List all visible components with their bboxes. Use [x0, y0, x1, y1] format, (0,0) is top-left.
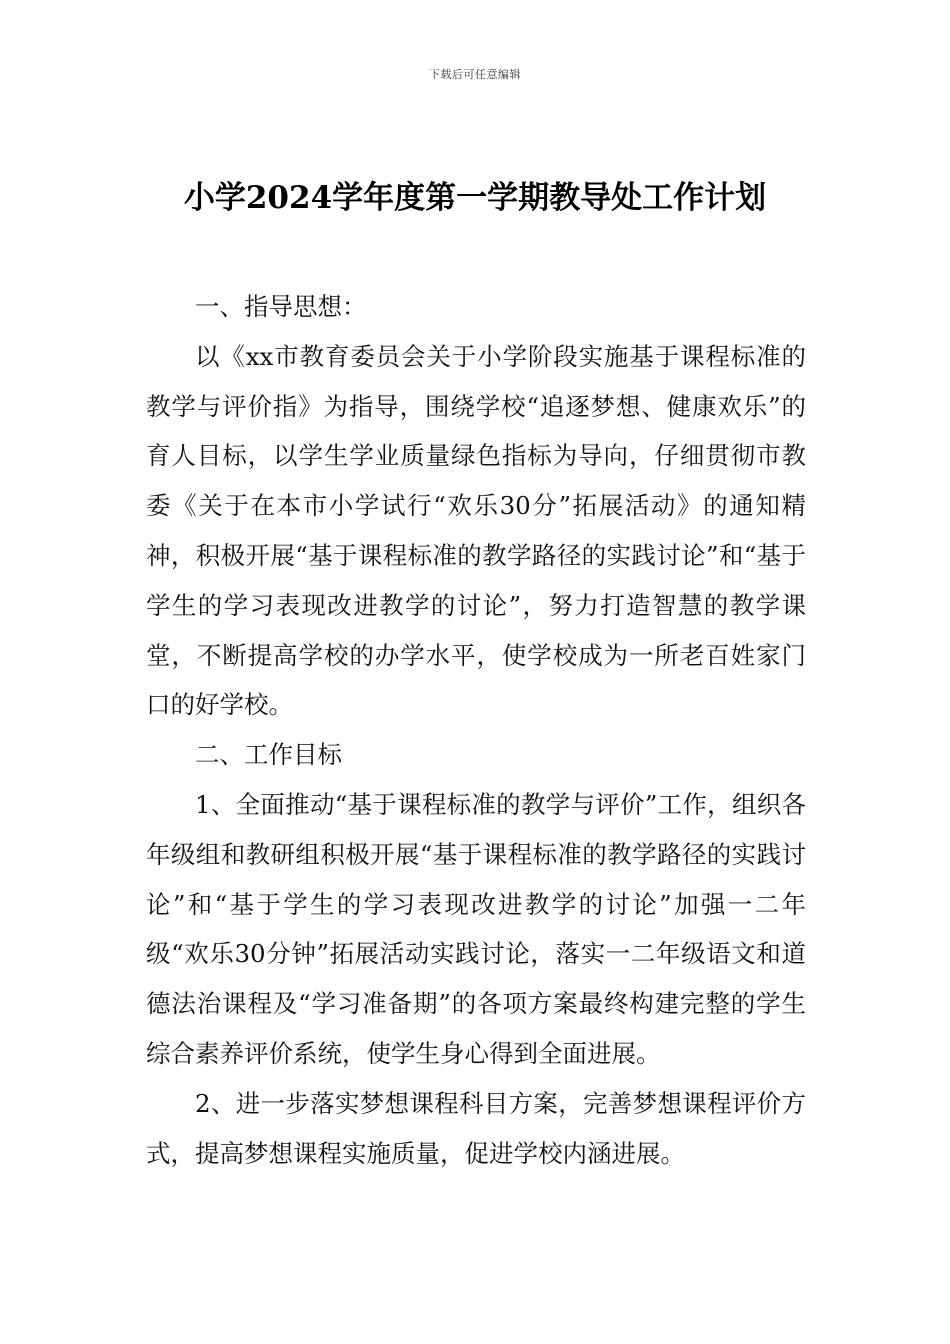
- page-header-note: 下载后可任意编辑: [429, 68, 521, 81]
- document-body: [146, 282, 806, 1178]
- section-heading-work-goals: 二、工作目标: [195, 740, 342, 770]
- paragraph-goal-2: 2、进一步落实梦想课程科目方案，完善梦想课程评价方式，提高梦想课程实施质量，促进学校内涵进展。: [146, 1088, 806, 1168]
- paragraph-goal-1: 1、全面推动“基于课程标准的教学与评价”工作，组织各年级组和教研组积极开展“基于课程标准的教学路径的实践讨论”和“基于学生的学习表现改进教学的讨论”加强一二年级“欢乐30分钟”拓展活动实践讨论，落实一二年级语文和道德法治课程及“学习准备期”的各项方案最终构建完整的学生综合素养评价系统，使学生身心得到全面进展。: [146, 789, 806, 1068]
- document-title: 小学2024学年度第一学期教导处工作计划: [183, 180, 767, 216]
- section-heading-guiding-ideology: 一、指导思想：: [195, 292, 367, 321]
- paragraph-guiding-ideology: 以《xx市教育委员会关于小学阶段实施基于课程标准的教学与评价指》为指导，围绕学校“追逐梦想、健康欢乐”的育人目标，以学生学业质量绿色指标为导向，仔细贯彻市教委《关于在本市小学试行“欢乐30分”拓展活动》的通知精神，积极开展“基于课程标准的教学路径的实践讨论”和“基于学生的学习表现改进教学的讨论”，努力打造智慧的教学课堂，不断提高学校的办学水平，使学校成为一所老百姓家门口的好学校。: [146, 341, 806, 720]
